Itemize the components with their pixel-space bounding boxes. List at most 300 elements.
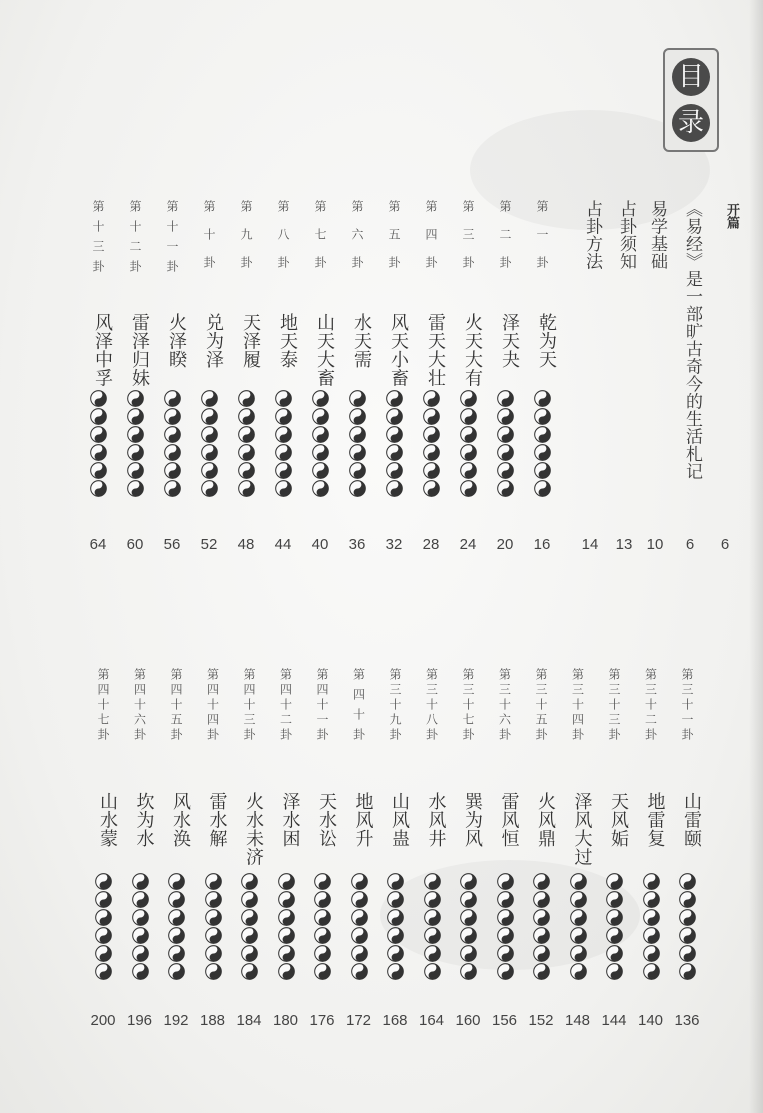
taiji-icon	[497, 927, 514, 944]
taiji-icon	[570, 927, 587, 944]
gua-line	[132, 963, 149, 984]
taiji-icon	[606, 963, 623, 980]
taiji-icon	[275, 462, 292, 479]
taiji-icon	[606, 927, 623, 944]
gua-page: 152	[528, 1012, 554, 1029]
intro-heading-page: 6	[720, 536, 730, 553]
taiji-icon	[314, 873, 331, 890]
gua-lines-stack	[90, 390, 108, 500]
taiji-icon	[386, 480, 403, 497]
taiji-icon	[312, 390, 329, 407]
gua-ordinal: 第三十四卦	[570, 668, 585, 743]
taiji-icon	[164, 408, 181, 425]
taiji-icon	[351, 945, 368, 962]
intro-item-title: 《易经》是一部旷古奇今的生活札记	[682, 200, 702, 480]
gua-line	[606, 963, 623, 984]
gua-line	[241, 963, 258, 984]
gua-line	[643, 963, 660, 984]
gua-line	[201, 480, 218, 501]
gua-name: 山雷颐	[681, 792, 702, 848]
taiji-icon	[534, 480, 551, 497]
gua-name: 泽风大过	[571, 792, 593, 866]
gua-line	[497, 963, 514, 984]
gua-name: 天风姤	[608, 792, 629, 848]
gua-ordinal: 第三十二卦	[643, 668, 658, 743]
taiji-icon	[570, 963, 587, 980]
taiji-icon	[643, 945, 660, 962]
gua-name: 雷风恒	[498, 792, 520, 848]
taiji-icon	[460, 408, 477, 425]
taiji-icon	[424, 873, 441, 890]
taiji-icon	[201, 426, 218, 443]
taiji-icon	[127, 390, 144, 407]
taiji-icon	[387, 927, 404, 944]
taiji-icon	[349, 462, 366, 479]
taiji-icon	[460, 909, 477, 926]
taiji-icon	[278, 963, 295, 980]
taiji-icon	[533, 927, 550, 944]
gua-page: 160	[455, 1012, 481, 1029]
gua-line	[533, 963, 550, 984]
taiji-icon	[168, 891, 185, 908]
gua-lines-stack	[238, 390, 256, 500]
gua-page: 156	[491, 1012, 518, 1029]
taiji-icon	[387, 963, 404, 980]
gua-page: 60	[126, 536, 144, 553]
taiji-icon	[349, 390, 366, 407]
gua-lines-stack	[387, 873, 405, 983]
gua-page: 32	[385, 536, 403, 553]
gua-name: 兑为泽	[203, 313, 224, 369]
taiji-icon	[275, 444, 292, 461]
taiji-icon	[312, 408, 329, 425]
gua-page: 56	[163, 536, 181, 553]
taiji-icon	[205, 963, 222, 980]
gua-page: 184	[236, 1012, 262, 1029]
taiji-icon	[241, 909, 258, 926]
taiji-icon	[386, 408, 403, 425]
gua-ordinal: 第三十六卦	[497, 668, 512, 743]
taiji-icon	[606, 945, 623, 962]
gua-page: 168	[382, 1012, 408, 1029]
taiji-icon	[351, 873, 368, 890]
gua-lines-stack	[534, 390, 552, 500]
gua-ordinal: 第五卦	[387, 200, 401, 284]
gua-line	[351, 963, 368, 984]
taiji-icon	[497, 945, 514, 962]
taiji-icon	[205, 927, 222, 944]
taiji-icon	[533, 963, 550, 980]
taiji-icon	[534, 390, 551, 407]
gua-line	[168, 963, 185, 984]
taiji-icon	[275, 480, 292, 497]
gua-name: 水天需	[351, 313, 372, 369]
intro-item-page: 6	[685, 536, 695, 553]
gua-name: 天泽履	[240, 313, 261, 369]
gua-ordinal: 第三十八卦	[424, 668, 439, 743]
gua-page: 44	[274, 536, 292, 553]
taiji-icon	[127, 444, 144, 461]
taiji-icon	[643, 891, 660, 908]
gua-ordinal: 第十二卦	[128, 200, 142, 280]
gua-page: 164	[418, 1012, 445, 1029]
gua-page: 20	[496, 536, 514, 553]
taiji-icon	[127, 480, 144, 497]
gua-name: 乾为天	[536, 313, 557, 369]
taiji-icon	[679, 891, 696, 908]
gua-ordinal: 第九卦	[239, 200, 253, 284]
taiji-icon	[534, 462, 551, 479]
gua-line	[387, 963, 404, 984]
gua-line	[314, 963, 331, 984]
gua-name: 天水讼	[316, 792, 337, 848]
taiji-icon	[679, 909, 696, 926]
gua-lines-stack	[606, 873, 624, 983]
intro-item-page: 13	[615, 536, 633, 553]
taiji-icon	[205, 945, 222, 962]
taiji-icon	[351, 909, 368, 926]
taiji-icon	[533, 891, 550, 908]
taiji-icon	[679, 963, 696, 980]
taiji-icon	[460, 927, 477, 944]
gua-name: 风泽中孚	[92, 313, 113, 387]
taiji-icon	[201, 444, 218, 461]
taiji-icon	[168, 909, 185, 926]
gua-page: 36	[348, 536, 366, 553]
gua-name: 山水蒙	[97, 792, 118, 848]
taiji-icon	[533, 945, 550, 962]
gua-ordinal: 第四十二卦	[278, 668, 293, 743]
taiji-icon	[312, 480, 329, 497]
taiji-icon	[238, 426, 255, 443]
taiji-icon	[201, 462, 218, 479]
gua-lines-stack	[95, 873, 113, 983]
taiji-icon	[238, 480, 255, 497]
taiji-icon	[424, 963, 441, 980]
taiji-icon	[643, 963, 660, 980]
taiji-icon	[387, 945, 404, 962]
taiji-icon	[679, 945, 696, 962]
taiji-icon	[387, 909, 404, 926]
gua-lines-stack	[497, 873, 515, 983]
taiji-icon	[606, 873, 623, 890]
taiji-icon	[497, 408, 514, 425]
gua-line	[460, 963, 477, 984]
taiji-icon	[90, 408, 107, 425]
gua-page: 200	[90, 1012, 116, 1029]
taiji-icon	[497, 462, 514, 479]
gua-line	[205, 963, 222, 984]
taiji-icon	[95, 945, 112, 962]
taiji-icon	[460, 873, 477, 890]
taiji-icon	[90, 426, 107, 443]
taiji-icon	[205, 891, 222, 908]
taiji-icon	[606, 909, 623, 926]
gua-ordinal: 第四十卦	[351, 668, 366, 748]
gua-name: 泽水困	[279, 792, 301, 848]
taiji-icon	[164, 480, 181, 497]
taiji-icon	[386, 390, 403, 407]
intro-item-title: 占卦方法	[582, 200, 602, 270]
gua-page: 144	[601, 1012, 627, 1029]
taiji-icon	[570, 909, 587, 926]
taiji-icon	[164, 390, 181, 407]
gua-lines-stack	[312, 390, 330, 500]
gua-page: 172	[345, 1012, 372, 1029]
page-edge-shadow	[749, 0, 763, 1113]
taiji-icon	[423, 480, 440, 497]
taiji-icon	[132, 891, 149, 908]
taiji-icon	[349, 426, 366, 443]
gua-ordinal: 第十三卦	[91, 200, 105, 280]
gua-lines-stack	[205, 873, 223, 983]
taiji-icon	[460, 390, 477, 407]
taiji-icon	[132, 873, 149, 890]
gua-name: 地雷复	[644, 792, 666, 848]
gua-ordinal: 第四卦	[424, 200, 438, 284]
gua-ordinal: 第六卦	[350, 200, 364, 284]
gua-name: 风天小畜	[388, 313, 409, 387]
taiji-icon	[90, 444, 107, 461]
taiji-icon	[679, 873, 696, 890]
gua-page: 140	[637, 1012, 664, 1029]
gua-ordinal: 第四十六卦	[132, 668, 147, 743]
gua-name: 雷泽归妹	[129, 313, 150, 387]
gua-line	[349, 480, 366, 501]
gua-ordinal: 第七卦	[313, 200, 327, 284]
taiji-icon	[238, 408, 255, 425]
taiji-icon	[570, 873, 587, 890]
taiji-icon	[679, 927, 696, 944]
gua-ordinal: 第八卦	[276, 200, 290, 284]
taiji-icon	[424, 945, 441, 962]
gua-lines-stack	[497, 390, 515, 500]
taiji-icon	[238, 444, 255, 461]
taiji-icon	[349, 444, 366, 461]
taiji-icon	[423, 462, 440, 479]
taiji-icon	[386, 444, 403, 461]
gua-line	[534, 480, 551, 501]
gua-lines-stack	[241, 873, 259, 983]
gua-lines-stack	[460, 873, 478, 983]
gua-name: 山天大畜	[314, 313, 335, 387]
taiji-icon	[497, 963, 514, 980]
taiji-icon	[386, 426, 403, 443]
taiji-icon	[241, 945, 258, 962]
gua-ordinal: 第四十七卦	[96, 668, 110, 743]
gua-name: 山风蛊	[389, 792, 410, 848]
gua-ordinal: 第三十三卦	[607, 668, 621, 743]
gua-name: 风水涣	[170, 792, 191, 848]
taiji-icon	[351, 963, 368, 980]
taiji-icon	[497, 873, 514, 890]
taiji-icon	[497, 480, 514, 497]
gua-lines-stack	[679, 873, 697, 983]
taiji-icon	[168, 873, 185, 890]
gua-name: 泽天夬	[499, 313, 520, 369]
gua-page: 196	[126, 1012, 153, 1029]
taiji-icon	[312, 444, 329, 461]
title-char-1: 目	[672, 58, 710, 96]
taiji-icon	[460, 945, 477, 962]
gua-lines-stack	[570, 873, 588, 983]
gua-line	[570, 963, 587, 984]
taiji-icon	[351, 891, 368, 908]
taiji-icon	[643, 909, 660, 926]
taiji-icon	[386, 462, 403, 479]
gua-lines-stack	[278, 873, 296, 983]
taiji-icon	[132, 927, 149, 944]
taiji-icon	[205, 873, 222, 890]
gua-ordinal: 第四十五卦	[169, 668, 183, 743]
taiji-icon	[312, 426, 329, 443]
gua-ordinal: 第一卦	[535, 200, 549, 284]
gua-page: 136	[674, 1012, 700, 1029]
gua-name: 地风升	[352, 792, 374, 848]
taiji-icon	[460, 963, 477, 980]
taiji-icon	[95, 873, 112, 890]
gua-lines-stack	[127, 390, 145, 500]
taiji-icon	[278, 891, 295, 908]
taiji-icon	[278, 927, 295, 944]
taiji-icon	[534, 408, 551, 425]
gua-ordinal: 第十卦	[202, 200, 216, 284]
gua-name: 巽为风	[462, 792, 483, 848]
taiji-icon	[423, 390, 440, 407]
gua-page: 180	[272, 1012, 299, 1029]
gua-ordinal: 第四十四卦	[205, 668, 220, 743]
gua-page: 52	[200, 536, 218, 553]
taiji-icon	[460, 462, 477, 479]
taiji-icon	[168, 927, 185, 944]
taiji-icon	[460, 426, 477, 443]
taiji-icon	[275, 408, 292, 425]
gua-lines-stack	[533, 873, 551, 983]
taiji-icon	[314, 963, 331, 980]
gua-line	[679, 963, 696, 984]
gua-ordinal: 第三十五卦	[534, 668, 548, 743]
taiji-icon	[95, 891, 112, 908]
gua-lines-stack	[349, 390, 367, 500]
taiji-icon	[127, 462, 144, 479]
gua-line	[460, 480, 477, 501]
taiji-icon	[314, 927, 331, 944]
gua-line	[127, 480, 144, 501]
gua-line	[386, 480, 403, 501]
taiji-icon	[533, 873, 550, 890]
gua-line	[312, 480, 329, 501]
gua-name: 坎为水	[133, 792, 155, 848]
gua-line	[497, 480, 514, 501]
taiji-icon	[423, 426, 440, 443]
taiji-icon	[534, 444, 551, 461]
gua-ordinal: 第三十七卦	[461, 668, 475, 743]
gua-ordinal: 第二卦	[498, 200, 512, 284]
gua-name: 火风鼎	[535, 792, 556, 848]
taiji-icon	[643, 927, 660, 944]
taiji-icon	[349, 480, 366, 497]
gua-line	[423, 480, 440, 501]
gua-name: 火天大有	[462, 313, 483, 387]
gua-lines-stack	[132, 873, 150, 983]
taiji-icon	[424, 891, 441, 908]
gua-line	[95, 963, 112, 984]
intro-heading: 开篇	[724, 203, 739, 229]
taiji-icon	[497, 426, 514, 443]
gua-page: 40	[311, 536, 329, 553]
taiji-icon	[570, 945, 587, 962]
taiji-icon	[423, 444, 440, 461]
taiji-icon	[423, 408, 440, 425]
taiji-icon	[643, 873, 660, 890]
taiji-icon	[497, 891, 514, 908]
taiji-icon	[238, 462, 255, 479]
taiji-icon	[314, 945, 331, 962]
gua-line	[275, 480, 292, 501]
taiji-icon	[497, 390, 514, 407]
gua-page: 148	[564, 1012, 591, 1029]
gua-page: 64	[89, 536, 107, 553]
taiji-icon	[205, 909, 222, 926]
taiji-icon	[278, 909, 295, 926]
taiji-icon	[95, 927, 112, 944]
taiji-icon	[460, 480, 477, 497]
gua-ordinal: 第三十九卦	[388, 668, 402, 743]
gua-lines-stack	[424, 873, 442, 983]
intro-item-page: 14	[581, 536, 599, 553]
gua-page: 192	[163, 1012, 189, 1029]
gua-name: 雷水解	[206, 792, 228, 848]
taiji-icon	[460, 891, 477, 908]
gua-lines-stack	[168, 873, 186, 983]
gua-lines-stack	[643, 873, 661, 983]
gua-ordinal: 第四十三卦	[242, 668, 256, 743]
gua-name: 地天泰	[277, 313, 298, 369]
taiji-icon	[168, 945, 185, 962]
gua-ordinal: 第四十一卦	[315, 668, 329, 743]
gua-line	[164, 480, 181, 501]
taiji-icon	[606, 891, 623, 908]
taiji-icon	[424, 909, 441, 926]
taiji-icon	[241, 927, 258, 944]
taiji-icon	[90, 390, 107, 407]
gua-lines-stack	[386, 390, 404, 500]
gua-lines-stack	[351, 873, 369, 983]
taiji-icon	[349, 408, 366, 425]
gua-page: 48	[237, 536, 255, 553]
gua-lines-stack	[314, 873, 332, 983]
gua-ordinal: 第三卦	[461, 200, 475, 284]
gua-ordinal: 第三十一卦	[680, 668, 694, 743]
taiji-icon	[164, 426, 181, 443]
taiji-icon	[201, 390, 218, 407]
taiji-icon	[241, 891, 258, 908]
gua-page: 16	[533, 536, 551, 553]
taiji-icon	[278, 945, 295, 962]
taiji-icon	[275, 390, 292, 407]
taiji-icon	[164, 444, 181, 461]
taiji-icon	[387, 891, 404, 908]
taiji-icon	[95, 963, 112, 980]
gua-line	[278, 963, 295, 984]
taiji-icon	[351, 927, 368, 944]
gua-line	[238, 480, 255, 501]
taiji-icon	[241, 963, 258, 980]
taiji-icon	[241, 873, 258, 890]
taiji-icon	[570, 891, 587, 908]
taiji-icon	[90, 480, 107, 497]
title-banner	[663, 48, 719, 152]
